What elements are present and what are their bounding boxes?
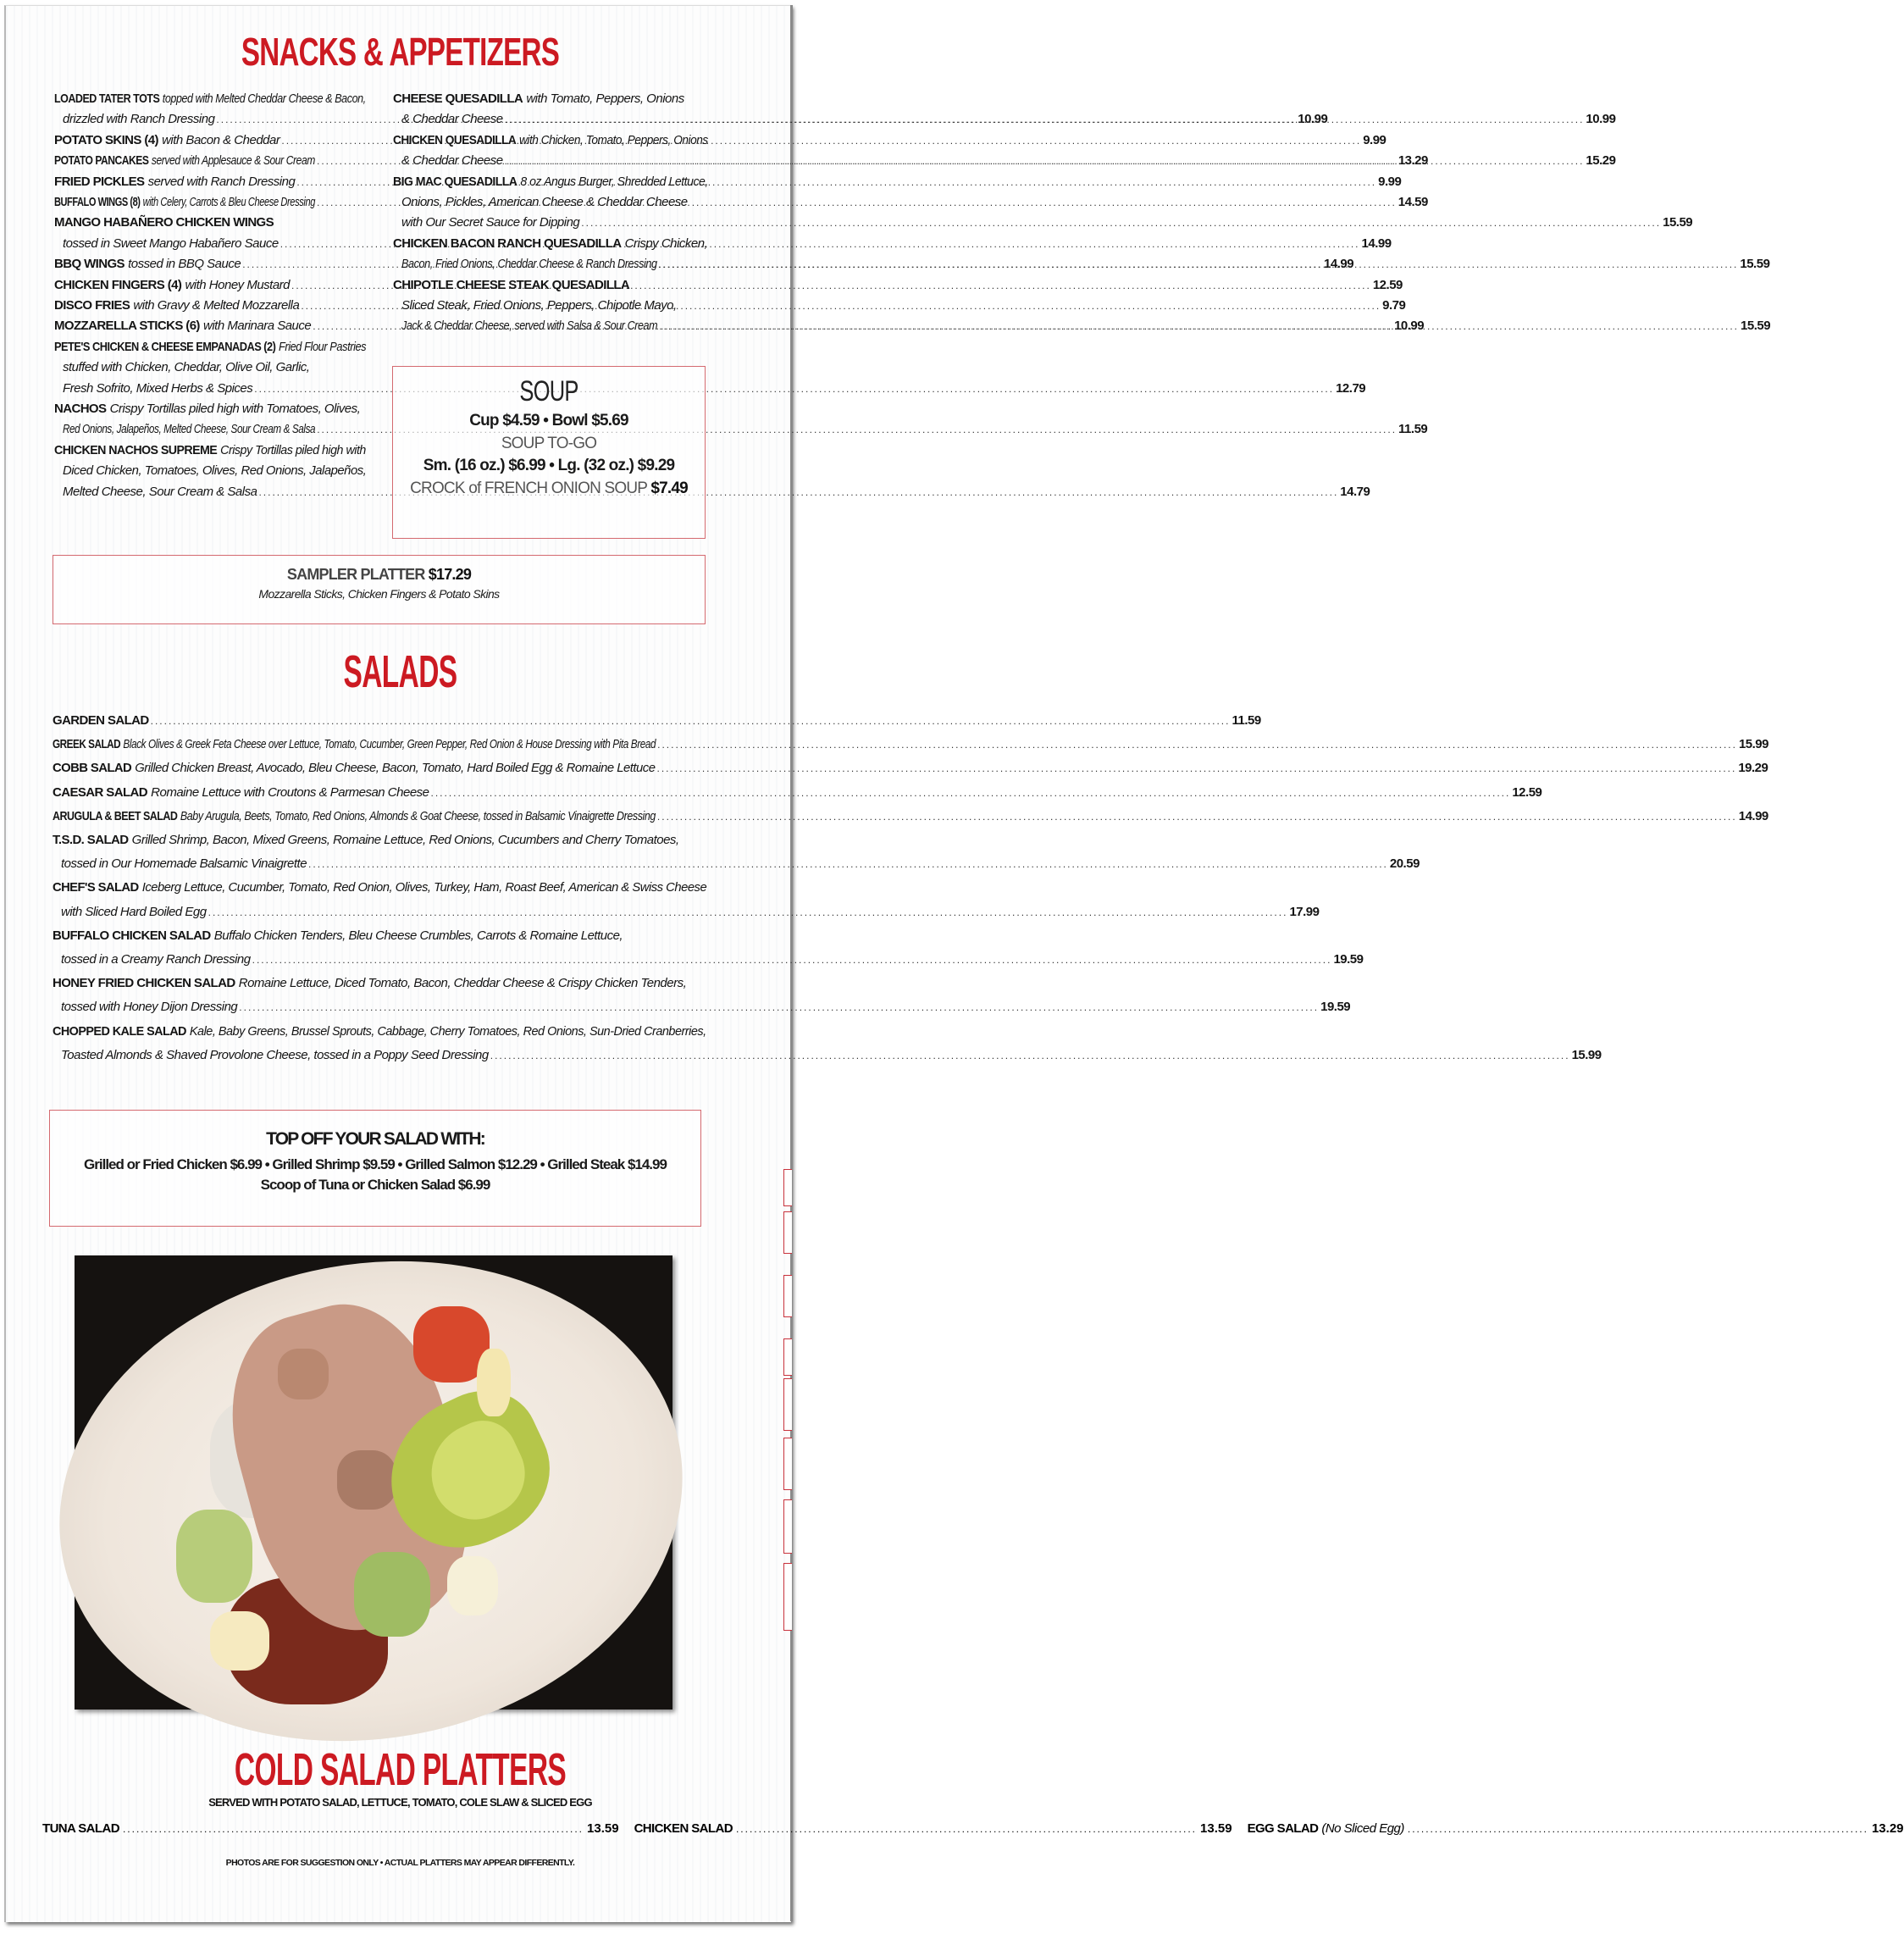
item-name: BUFFALO WINGS (8) [54, 195, 141, 209]
item-description: & Cheddar Cheese [401, 153, 503, 169]
dot-leader [657, 806, 1737, 827]
menu-line [53, 711, 1261, 731]
item-description: Grilled Shrimp, Bacon, Mixed Greens, Romaine Lettuce, Red Onions, Cucumbers and Cherry Tomatoes, [131, 833, 679, 847]
dot-leader [657, 734, 1737, 755]
menu-line [53, 1022, 706, 1042]
menu-line-text [54, 441, 366, 461]
snacks-heading: SNACKS & APPETIZERS [241, 30, 560, 74]
menu-line [53, 997, 1351, 1017]
menu-line [54, 357, 366, 378]
item-price: 15.59 [1741, 319, 1771, 334]
item-price: 14.99 [1361, 236, 1392, 251]
item-price: 15.99 [1571, 1047, 1602, 1062]
soup-title: SOUP [519, 375, 578, 407]
item-description: Bacon, Fried Onions, Cheddar Cheese & Ranch Dressing [401, 257, 657, 272]
menu-line [53, 734, 1768, 755]
menu-line [54, 441, 366, 461]
menu-line [393, 172, 708, 192]
item-name: CHEESE QUESADILLA [393, 91, 523, 106]
item-description: Kale, Baby Greens, Brussel Sprouts, Cabbage, Cherry Tomatoes, Red Onions, Sun-Dried Cranberries, [189, 1023, 706, 1039]
item-price: 15.99 [1738, 737, 1768, 752]
item-description: Jack & Cheddar Cheese, served with Salsa & Sour Cream [401, 319, 658, 334]
item-price: 12.59 [1372, 277, 1403, 292]
menu-line-text [54, 296, 299, 316]
topoff-line-1: Grilled or Fried Chicken $6.99 • Grilled Shrimp $9.59 • Grilled Salmon $12.29 • Grilled Steak $14.99 [84, 1156, 667, 1172]
item-price: 10.99 [1394, 319, 1425, 334]
platter-item [42, 1819, 619, 1839]
item-name: NACHOS [54, 402, 107, 416]
menu-line-text [401, 192, 688, 213]
item-name: ARUGULA & BEET SALAD [53, 808, 178, 823]
sampler-price: $17.29 [428, 566, 472, 583]
item-description: Melted Cheese, Sour Cream & Salsa [63, 484, 257, 499]
platter-name: TUNA SALAD [42, 1821, 119, 1836]
item-description: Crispy Chicken, [624, 236, 708, 251]
side-tab [783, 1438, 792, 1490]
menu-line-text [401, 316, 657, 336]
menu-line [393, 192, 708, 213]
menu-line-text [63, 419, 315, 440]
lettuce [354, 1552, 430, 1637]
item-price: 19.59 [1333, 952, 1364, 967]
menu-line-text [53, 878, 706, 898]
item-description: Romaine Lettuce with Croutons & Parmesan Cheese [151, 784, 429, 800]
menu-line-text [393, 172, 708, 192]
dot-leader [659, 254, 1739, 274]
menu-line-text [393, 275, 629, 296]
item-description: Toasted Almonds & Shaved Provolone Cheese, tossed in a Poppy Seed Dressing [61, 1047, 489, 1062]
menu-line-text [54, 172, 295, 192]
menu-line [53, 878, 706, 898]
dot-leader [151, 711, 1231, 731]
menu-line [53, 926, 706, 946]
item-name: BIG MAC QUESADILLA [393, 174, 518, 189]
menu-line [393, 296, 708, 316]
item-description: with Celery, Carrots & Bleu Cheese Dressing [142, 195, 315, 209]
side-tab [783, 1211, 792, 1254]
menu-line-text [63, 234, 279, 254]
menu-line-text [63, 109, 214, 130]
platter-name: CHICKEN SALAD [634, 1821, 733, 1836]
item-price: 13.29 [1398, 153, 1428, 169]
menu-line [53, 902, 1320, 923]
crock-price: $7.49 [650, 479, 688, 497]
platter-price: 13.29 [1871, 1821, 1904, 1836]
item-name: HONEY FRIED CHICKEN SALAD [53, 976, 235, 991]
item-description: with Our Secret Sauce for Dipping [401, 215, 580, 230]
menu-line-text [61, 902, 207, 923]
dot-leader [252, 950, 1332, 970]
item-price: 9.99 [1378, 174, 1402, 189]
menu-line [54, 399, 366, 419]
item-description: Crispy Tortillas piled high with [220, 442, 366, 457]
cold-platters-heading: COLD SALAD PLATTERS [234, 1744, 567, 1795]
menu-line-text [54, 89, 366, 109]
item-description: with Marinara Sauce [203, 319, 312, 334]
salads-heading: SALADS [343, 646, 457, 697]
menu-line-text [401, 296, 677, 316]
item-description: Buffalo Chicken Tenders, Bleu Cheese Crumbles, Carrots & Romaine Lettuce, [213, 928, 623, 943]
menu-line [54, 461, 366, 481]
menu-line-text [401, 254, 657, 274]
item-name: CHEF'S SALAD [53, 880, 139, 895]
menu-line-text [53, 806, 656, 827]
menu-line [393, 213, 1693, 233]
menu-line-text [53, 734, 656, 755]
item-price: 19.29 [1738, 761, 1768, 776]
menu-line-text [393, 234, 707, 254]
sampler-title [53, 566, 705, 584]
menu-line-text [61, 854, 307, 874]
item-description: with Chicken, Tomato, Peppers, Onions [518, 132, 708, 147]
item-description: tossed in Sweet Mango Habañero Sauce [63, 236, 279, 251]
item-name: COBB SALAD [53, 761, 132, 776]
soup-cup-bowl-prices: Cup $4.59 • Bowl $5.69 [469, 412, 628, 429]
dot-leader [239, 997, 1319, 1017]
menu-line [54, 89, 366, 109]
egg [477, 1349, 511, 1416]
item-name: MANGO HABAÑERO CHICKEN WINGS [54, 215, 274, 230]
item-price: 12.59 [1512, 784, 1542, 800]
cobb-salad-photo [75, 1255, 672, 1710]
menu-line-text [53, 783, 429, 803]
item-description: Black Olives & Greek Feta Cheese over Lettuce, Tomato, Cucumber, Green Pepper, Red Onion & House Dressing with Pita Bread [123, 737, 656, 752]
item-name: CHICKEN BACON RANCH QUESADILLA [393, 236, 622, 251]
item-name: BBQ WINGS [54, 257, 125, 272]
egg [447, 1556, 498, 1615]
sampler-desc: Mozzarella Sticks, Chicken Fingers & Potato Skins [258, 587, 500, 601]
item-name: GARDEN SALAD [53, 713, 149, 728]
item-description: with Bacon & Cheddar [162, 132, 280, 147]
menu-line-text [53, 926, 623, 946]
item-description: topped with Melted Cheddar Cheese & Bacon, [162, 91, 366, 106]
item-price: 14.99 [1738, 808, 1768, 823]
item-description: tossed with Honey Dijon Dressing [61, 1000, 238, 1015]
dot-leader [490, 1045, 1570, 1066]
item-description: Red Onions, Jalapeños, Melted Cheese, Sour Cream & Salsa [63, 422, 316, 437]
menu-line-text [63, 461, 366, 481]
item-description: tossed in Our Homemade Balsamic Vinaigrette [61, 856, 307, 872]
menu-line-text [54, 192, 315, 213]
item-description: Fresh Sofrito, Mixed Herbs & Spices [63, 380, 253, 396]
menu-line-text [63, 357, 309, 378]
item-price: 14.79 [1340, 484, 1370, 499]
topoff-line-2: Scoop of Tuna or Chicken Salad $6.99 [260, 1177, 490, 1193]
menu-line-text [61, 1045, 489, 1066]
item-name: CHOPPED KALE SALAD [53, 1023, 186, 1039]
item-price: 10.99 [1586, 112, 1616, 127]
item-description: Crispy Tortillas piled high with Tomatoes, Olives, [109, 402, 361, 416]
item-price: 12.79 [1336, 380, 1366, 396]
item-name: PETE'S CHICKEN & CHEESE EMPANADAS (2) [54, 339, 276, 354]
item-description: Grilled Chicken Breast, Avocado, Bleu Cheese, Bacon, Tomato, Hard Boiled Egg & Romaine Lettuce [135, 761, 656, 776]
soup-togo-label: SOUP TO-GO [501, 435, 597, 452]
item-description: drizzled with Ranch Dressing [63, 112, 215, 127]
item-name: POTATO PANCAKES [54, 153, 149, 169]
egg [210, 1611, 269, 1671]
menu-line-text [54, 316, 311, 336]
disclaimer: PHOTOS ARE FOR SUGGESTION ONLY • ACTUAL PLATTERS MAY APPEAR DIFFERENTLY. [225, 1858, 575, 1868]
platter-price: 13.59 [587, 1821, 619, 1836]
item-description: tossed in BBQ Sauce [128, 257, 241, 272]
menu-line [53, 973, 706, 994]
item-price: 15.59 [1740, 257, 1770, 272]
dot-leader [431, 783, 1511, 803]
item-description: Sliced Steak, Fried Onions, Peppers, Chipotle Mayo, [401, 298, 677, 313]
item-name: BUFFALO CHICKEN SALAD [53, 928, 211, 943]
item-description: with Sliced Hard Boiled Egg [61, 904, 207, 919]
menu-line-text [54, 399, 360, 419]
menu-line-text [393, 89, 684, 109]
item-price: 11.59 [1398, 422, 1428, 437]
item-name: CHICKEN QUESADILLA [393, 132, 517, 147]
dot-leader [736, 1819, 1197, 1839]
platter-item [634, 1819, 1232, 1839]
menu-line-text [393, 130, 708, 151]
dot-leader [123, 1819, 584, 1839]
dot-leader [657, 758, 1737, 779]
dot-leader [208, 902, 1288, 923]
menu-line-text [401, 109, 503, 130]
item-name: FRIED PICKLES [54, 174, 145, 189]
menu-line-text [401, 213, 579, 233]
platter-list [42, 1819, 1904, 1839]
dot-leader [1408, 1819, 1868, 1839]
menu-line [393, 130, 708, 151]
menu-line-text [54, 130, 280, 151]
item-price: 14.99 [1324, 257, 1354, 272]
item-price: 20.59 [1389, 856, 1420, 872]
item-price: 19.59 [1320, 1000, 1351, 1015]
item-description: with Tomato, Peppers, Onions [526, 91, 684, 106]
menu-line-text [61, 997, 237, 1017]
side-tab [783, 1499, 792, 1554]
sampler-box [53, 555, 706, 624]
item-description: Baby Arugula, Beets, Tomato, Red Onions, Almonds & Goat Cheese, tossed in Balsamic Vinaigrette Dressing [180, 808, 656, 823]
item-name: GREEK SALAD [53, 737, 121, 752]
lettuce [176, 1510, 252, 1603]
dot-leader [505, 109, 1585, 130]
item-name: DISCO FRIES [54, 298, 130, 313]
item-name: LOADED TATER TOTS [54, 91, 160, 106]
menu-line [393, 275, 708, 296]
chicken-cube [278, 1349, 329, 1399]
menu-line-text [54, 213, 274, 233]
menu-line-text [54, 275, 290, 296]
side-tab [783, 1563, 792, 1631]
item-description: Onions, Pickles, American Cheese & Cheddar Cheese [401, 195, 688, 209]
menu-line [393, 109, 1616, 130]
menu-line [53, 830, 706, 851]
platter-note: (No Sliced Egg) [1321, 1821, 1404, 1836]
item-description: Romaine Lettuce, Diced Tomato, Bacon, Cheddar Cheese & Crispy Chicken Tenders, [238, 976, 687, 991]
side-tab [783, 1338, 792, 1376]
item-description: 8 oz Angus Burger, Shredded Lettuce, [520, 174, 708, 189]
soup-box [392, 366, 706, 539]
topoff-title: TOP OFF YOUR SALAD WITH: [266, 1129, 484, 1149]
item-price: 17.99 [1289, 904, 1320, 919]
menu-line [53, 854, 1420, 874]
menu-line-text [54, 151, 315, 171]
item-description: Fried Flour Pastries [278, 339, 367, 354]
menu-line [53, 950, 1364, 970]
item-name: CHICKEN FINGERS (4) [54, 277, 182, 292]
menu-line [53, 806, 1768, 827]
item-description: Iceberg Lettuce, Cucumber, Tomato, Red Onion, Olives, Turkey, Ham, Roast Beef, American & Swiss Cheese [141, 880, 707, 895]
item-description: served with Applesauce & Sour Cream [151, 153, 315, 169]
item-name: CHIPOTLE CHEESE STEAK QUESADILLA [393, 277, 630, 292]
sampler-label: SAMPLER PLATTER [286, 566, 425, 583]
topoff-box [49, 1110, 701, 1227]
item-name: CHICKEN NACHOS SUPREME [54, 442, 218, 457]
item-price: 11.59 [1232, 713, 1261, 728]
menu-line-text [53, 830, 679, 851]
chicken-cube [337, 1450, 396, 1510]
item-name: T.S.D. SALAD [53, 833, 129, 847]
menu-line-text [63, 379, 252, 399]
item-description: with Honey Mustard [185, 277, 291, 292]
item-price: 14.59 [1398, 195, 1428, 209]
menu-line-text [63, 482, 257, 502]
item-description: tossed in a Creamy Ranch Dressing [61, 952, 251, 967]
item-price: 9.99 [1363, 132, 1386, 147]
item-name: MOZZARELLA STICKS (6) [54, 319, 200, 334]
dot-leader [581, 213, 1661, 233]
item-description: Diced Chicken, Tomatoes, Olives, Red Onions, Jalapeños, [63, 463, 367, 479]
menu-line-text [53, 973, 686, 994]
platter-name: EGG SALAD [1247, 1821, 1319, 1836]
item-description: stuffed with Chicken, Cheddar, Olive Oil, Garlic, [63, 360, 310, 375]
menu-line-text [54, 254, 241, 274]
item-price: 10.99 [1298, 112, 1328, 127]
menu-line [53, 758, 1768, 779]
menu-line-text [401, 151, 503, 171]
menu-line-text [61, 950, 251, 970]
item-name: POTATO SKINS (4) [54, 132, 158, 147]
platter-price: 13.59 [1200, 1821, 1232, 1836]
platter-item [1248, 1819, 1904, 1839]
dot-leader [308, 854, 1388, 874]
menu-line-text [53, 711, 149, 731]
french-onion-crock [393, 479, 705, 498]
menu-line-text [53, 1022, 706, 1042]
item-description: with Gravy & Melted Mozzarella [133, 298, 300, 313]
side-tab [783, 1275, 792, 1317]
menu-line [54, 213, 366, 233]
item-price: 15.59 [1663, 215, 1693, 230]
item-description: & Cheddar Cheese [401, 112, 503, 127]
side-tab [783, 1169, 792, 1206]
side-tab [783, 1378, 792, 1431]
dot-leader [659, 316, 1739, 336]
menu-line [53, 783, 1542, 803]
item-name: CAESAR SALAD [53, 784, 147, 800]
menu-line-text [54, 337, 366, 357]
menu-line [54, 337, 366, 357]
crock-label: CROCK of FRENCH ONION SOUP [410, 479, 647, 497]
menu-line [53, 1045, 1602, 1066]
item-price: 15.29 [1586, 153, 1616, 169]
menu-line [393, 234, 708, 254]
served-with: SERVED WITH POTATO SALAD, LETTUCE, TOMATO, COLE SLAW & SLICED EGG [208, 1796, 592, 1809]
menu-line [393, 89, 708, 109]
menu-line-text [53, 758, 656, 779]
dot-leader [505, 151, 1585, 171]
item-description: served with Ranch Dressing [147, 174, 296, 189]
item-price: 9.79 [1382, 298, 1406, 313]
soup-togo-prices: Sm. (16 oz.) $6.99 • Lg. (32 oz.) $9.29 [423, 457, 675, 474]
